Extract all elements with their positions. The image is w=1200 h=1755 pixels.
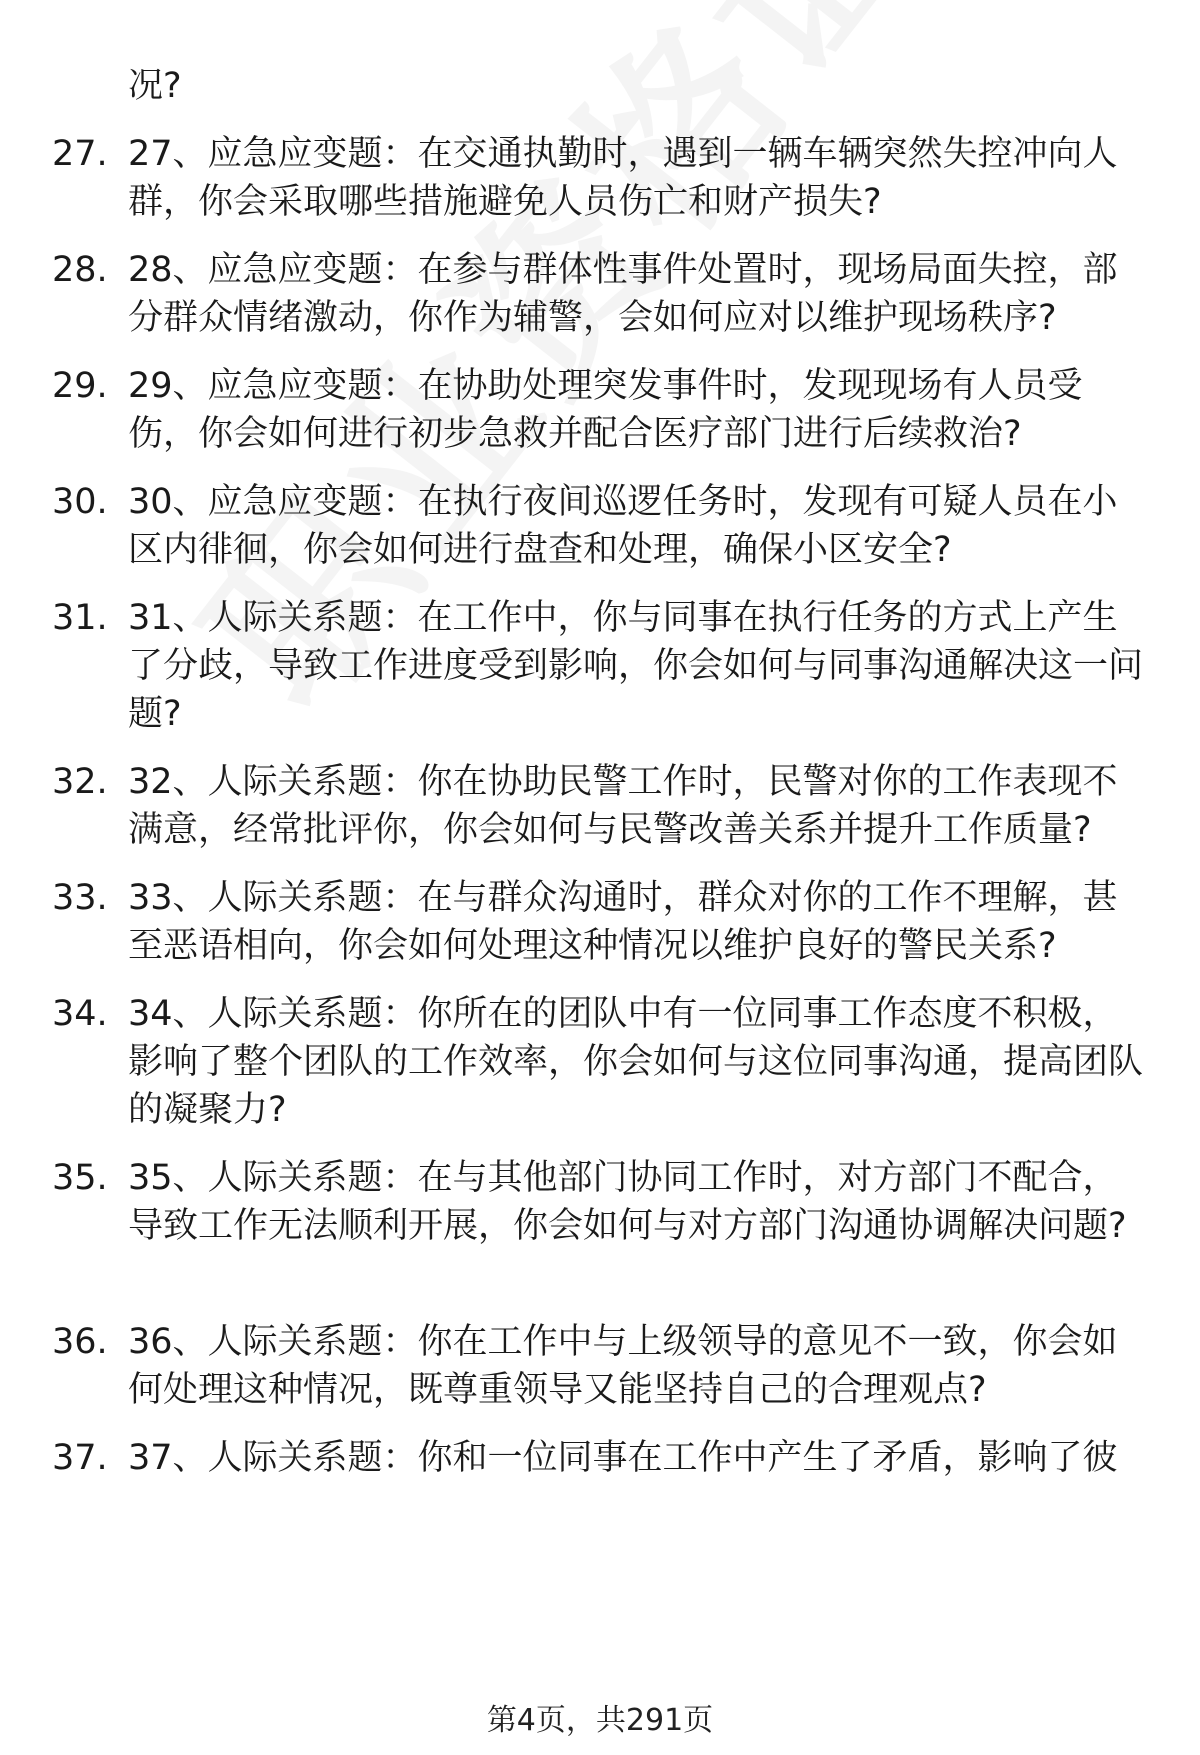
question-number: 29. bbox=[52, 366, 108, 406]
question-number: 37. bbox=[52, 1438, 108, 1478]
question-item bbox=[0, 130, 1200, 226]
question-item bbox=[0, 1154, 1200, 1250]
question-number: 35. bbox=[52, 1158, 108, 1198]
question-item bbox=[0, 874, 1200, 970]
question-text: 27、应急应变题：在交通执勤时，遇到一辆车辆突然失控冲向人群，你会采取哪些措施避免人员伤亡和财产损失? bbox=[128, 134, 1118, 222]
question-item bbox=[0, 1434, 1200, 1482]
question-text: 29、应急应变题：在协助处理突发事件时，发现现场有人员受伤，你会如何进行初步急救并配合医疗部门进行后续救治? bbox=[128, 366, 1083, 454]
question-text: 34、人际关系题：你所在的团队中有一位同事工作态度不积极，影响了整个团队的工作效率，你会如何与这位同事沟通，提高团队的凝聚力? bbox=[128, 994, 1144, 1130]
question-number: 30. bbox=[52, 482, 108, 522]
question-number: 33. bbox=[52, 878, 108, 918]
question-item bbox=[0, 478, 1200, 574]
question-number: 28. bbox=[52, 250, 108, 290]
question-text: 37、人际关系题：你和一位同事在工作中产生了矛盾，影响了彼 bbox=[128, 1438, 1118, 1478]
question-item bbox=[0, 990, 1200, 1134]
question-number: 27. bbox=[52, 134, 108, 174]
question-item bbox=[0, 594, 1200, 738]
question-text: 32、人际关系题：你在协助民警工作时，民警对你的工作表现不满意，经常批评你，你会如何与民警改善关系并提升工作质量? bbox=[128, 762, 1118, 850]
question-item bbox=[0, 246, 1200, 342]
question-text: 35、人际关系题：在与其他部门协同工作时，对方部门不配合，导致工作无法顺利开展，你会如何与对方部门沟通协调解决问题? bbox=[128, 1158, 1127, 1246]
question-text: 30、应急应变题：在执行夜间巡逻任务时，发现有可疑人员在小区内徘徊，你会如何进行盘查和处理，确保小区安全? bbox=[128, 482, 1118, 570]
question-text: 31、人际关系题：在工作中，你与同事在执行任务的方式上产生了分歧，导致工作进度受到影响，你会如何与同事沟通解决这一问题? bbox=[128, 598, 1144, 734]
question-number: 32. bbox=[52, 762, 108, 802]
question-number: 31. bbox=[52, 598, 108, 638]
question-text: 36、人际关系题：你在工作中与上级领导的意见不一致，你会如何处理这种情况，既尊重领导又能坚持自己的合理观点? bbox=[128, 1322, 1118, 1410]
page-footer: 第4页，共291页 bbox=[486, 1703, 714, 1738]
question-number: 34. bbox=[52, 994, 108, 1034]
question-item bbox=[0, 362, 1200, 458]
question-item bbox=[0, 1318, 1200, 1414]
question-text: 28、应急应变题：在参与群体性事件处置时，现场局面失控，部分群众情绪激动，你作为辅警，会如何应对以维护现场秩序? bbox=[128, 250, 1118, 338]
question-item bbox=[0, 758, 1200, 854]
continuation-text: 况? bbox=[128, 66, 182, 106]
question-number: 36. bbox=[52, 1322, 108, 1362]
question-text: 33、人际关系题：在与群众沟通时，群众对你的工作不理解，甚至恶语相向，你会如何处理这种情况以维护良好的警民关系? bbox=[128, 878, 1118, 966]
